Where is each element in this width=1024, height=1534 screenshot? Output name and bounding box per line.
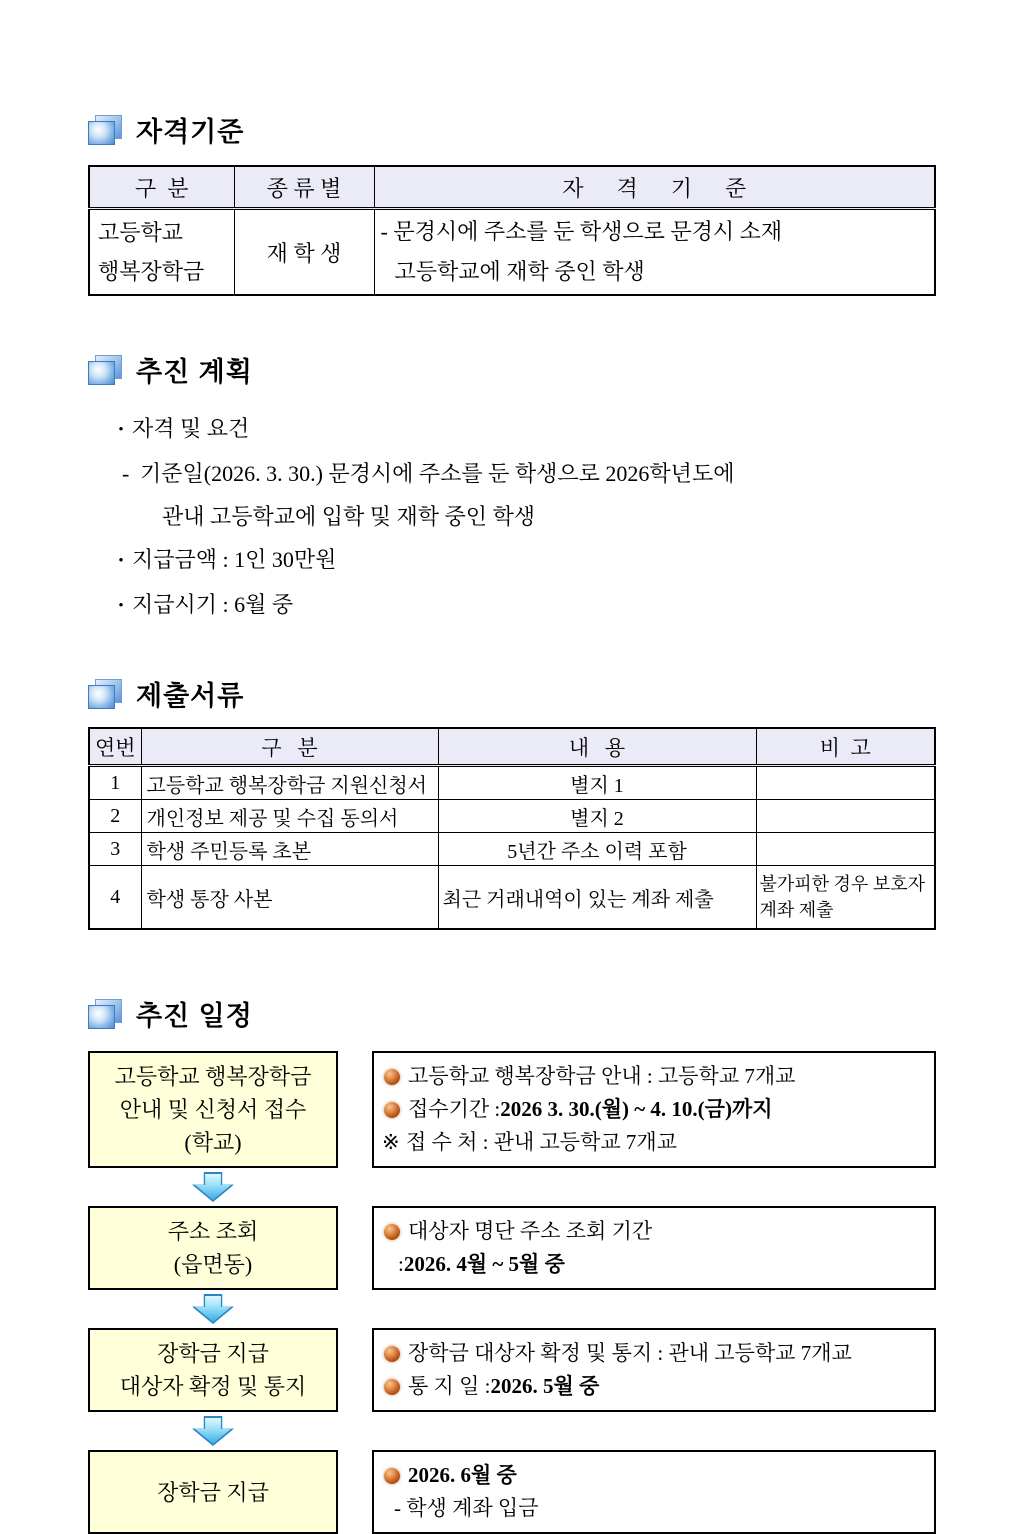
detail-line — [380, 1093, 928, 1126]
cell-no: 4 — [89, 866, 141, 930]
detail-line — [380, 1337, 928, 1370]
documents-table — [88, 727, 936, 930]
cell-no: 3 — [89, 833, 141, 866]
detail-text: 통 지 일 : — [408, 1374, 491, 1398]
flow-step-box — [88, 1450, 338, 1534]
sphere-bullet-icon — [384, 1069, 400, 1085]
text-line: 기준일(2026. 3. 30.) 문경시에 주소를 둔 학생으로 2026학년도에 — [140, 461, 735, 486]
cell-no: 1 — [89, 766, 141, 800]
cell-category: 학생 통장 사본 — [141, 866, 438, 930]
section-marker-icon — [88, 355, 122, 385]
flow-step — [88, 1328, 936, 1412]
cell-line: 고등학교에 재학 중인 학생 — [394, 259, 645, 284]
cell-note — [756, 766, 935, 800]
list-item-text: 지급시기 : 6월 중 — [132, 592, 294, 617]
sphere-bullet-icon — [384, 1224, 400, 1240]
sphere-bullet-icon — [384, 1102, 400, 1118]
down-arrow-icon — [192, 1294, 234, 1324]
table-row — [89, 800, 935, 833]
schedule-flowchart — [88, 1051, 936, 1534]
cell-category — [89, 209, 234, 296]
detail-line — [380, 1248, 928, 1281]
bullet-dot-icon: • — [118, 422, 124, 438]
detail-text: 접 수 처 : 관내 고등학교 7개교 — [406, 1130, 677, 1154]
bullet-dot-icon: • — [118, 598, 124, 614]
cell-no: 2 — [89, 800, 141, 833]
box-line: 주소 조회 — [167, 1219, 259, 1244]
box-line: 장학금 지급 — [157, 1479, 269, 1505]
table-row — [89, 209, 935, 296]
cell-line: 고등학교 — [98, 220, 184, 245]
list-item — [88, 538, 936, 583]
sphere-bullet-icon — [384, 1468, 400, 1484]
detail-line — [380, 1126, 928, 1159]
column-header-no: 연번 — [89, 728, 141, 766]
column-header-criteria: 자 격 기 준 — [374, 166, 935, 209]
flow-step-box — [88, 1206, 338, 1290]
cell-note — [756, 800, 935, 833]
box-line: 대상자 확정 및 통지 — [119, 1374, 307, 1399]
flow-detail-box — [372, 1206, 936, 1290]
section-marker-icon — [88, 115, 122, 145]
cell-note: 불가피한 경우 보호자 계좌 제출 — [756, 866, 935, 930]
reference-mark-icon: ※ — [382, 1130, 400, 1154]
text-line: 관내 고등학교에 입학 및 재학 중인 학생 — [162, 504, 536, 529]
section-title: 자격기준 — [136, 117, 245, 147]
cell-category: 개인정보 제공 및 수집 동의서 — [141, 800, 438, 833]
detail-line — [380, 1060, 928, 1093]
cell-note — [756, 833, 935, 866]
flow-detail-box — [372, 1051, 936, 1168]
table-row — [89, 766, 935, 800]
list-item-text: 지급금액 : 1인 30만원 — [132, 547, 337, 572]
cell-content: 별지 1 — [438, 766, 756, 800]
section-marker-icon — [88, 679, 122, 709]
flow-step — [88, 1206, 936, 1290]
sphere-bullet-icon — [384, 1346, 400, 1362]
detail-line — [380, 1215, 928, 1248]
box-line: (읍면동) — [173, 1252, 253, 1277]
table-row — [89, 866, 935, 930]
section-heading-documents — [88, 674, 936, 713]
section-heading-qualification — [88, 110, 936, 149]
down-arrow-icon — [192, 1172, 234, 1202]
list-item — [88, 583, 936, 628]
cell-line: - 문경시에 주소를 둔 학생으로 문경시 소재 — [380, 219, 783, 244]
bullet-dot-icon: • — [118, 553, 124, 569]
detail-strong: 2026. 6월 중 — [408, 1463, 517, 1487]
detail-line — [380, 1370, 928, 1403]
section-heading-schedule — [88, 994, 936, 1033]
flow-detail-box — [372, 1328, 936, 1412]
flow-step-box — [88, 1051, 338, 1168]
flow-step — [88, 1051, 936, 1168]
table-header-row — [89, 166, 935, 209]
list-subitem — [88, 452, 936, 538]
detail-line — [380, 1459, 928, 1492]
cell-content: 5년간 주소 이력 포함 — [438, 833, 756, 866]
box-line: (학교) — [184, 1130, 242, 1155]
column-header-category: 구 분 — [89, 166, 234, 209]
detail-text: 접수기간 : — [408, 1097, 501, 1121]
flow-connector — [88, 1290, 936, 1328]
qualification-table — [88, 165, 936, 296]
flow-connector — [88, 1168, 936, 1206]
section-marker-icon — [88, 999, 122, 1029]
plan-list — [88, 407, 936, 628]
cell-content: 최근 거래내역이 있는 계좌 제출 — [438, 866, 756, 930]
detail-text: 고등학교 행복장학금 안내 : 고등학교 7개교 — [408, 1064, 796, 1088]
column-header-content: 내 용 — [438, 728, 756, 766]
detail-strong: 2026 3. 30.(월) ~ 4. 10.(금)까지 — [500, 1097, 773, 1121]
section-heading-plan — [88, 350, 936, 389]
detail-text: - 학생 계좌 입금 — [394, 1496, 539, 1520]
detail-text: : — [398, 1252, 404, 1276]
section-title: 추진 계획 — [136, 357, 253, 387]
cell-line: 행복장학금 — [98, 259, 205, 284]
cell-category: 학생 주민등록 초본 — [141, 833, 438, 866]
column-header-note: 비 고 — [756, 728, 935, 766]
down-arrow-icon — [192, 1416, 234, 1446]
section-title: 추진 일정 — [136, 1001, 253, 1031]
sphere-bullet-icon — [384, 1379, 400, 1395]
detail-text: 대상자 명단 주소 조회 기간 — [408, 1219, 653, 1243]
box-line: 안내 및 신청서 접수 — [119, 1097, 307, 1122]
list-item — [88, 407, 936, 452]
cell-criteria — [374, 209, 935, 296]
box-line: 장학금 지급 — [157, 1341, 269, 1366]
flow-connector — [88, 1412, 936, 1450]
detail-text: 장학금 대상자 확정 및 통지 : 관내 고등학교 7개교 — [408, 1341, 852, 1365]
column-header-category: 구 분 — [141, 728, 438, 766]
flow-step-box — [88, 1328, 338, 1412]
section-title: 제출서류 — [136, 681, 245, 711]
cell-category: 고등학교 행복장학금 지원신청서 — [141, 766, 438, 800]
table-row — [89, 833, 935, 866]
detail-strong: 2026. 5월 중 — [490, 1374, 600, 1398]
table-header-row — [89, 728, 935, 766]
list-item-text — [140, 452, 734, 538]
list-item-text: 자격 및 요건 — [132, 416, 250, 441]
detail-line — [380, 1492, 928, 1525]
flow-step — [88, 1450, 936, 1534]
cell-content: 별지 2 — [438, 800, 756, 833]
column-header-type: 종 류 별 — [234, 166, 374, 209]
cell-type: 재 학 생 — [234, 209, 374, 296]
dash-marker: - — [122, 461, 130, 486]
box-line: 고등학교 행복장학금 — [114, 1064, 312, 1089]
flow-detail-box — [372, 1450, 936, 1534]
detail-strong: 2026. 4월 ~ 5월 중 — [403, 1252, 565, 1276]
